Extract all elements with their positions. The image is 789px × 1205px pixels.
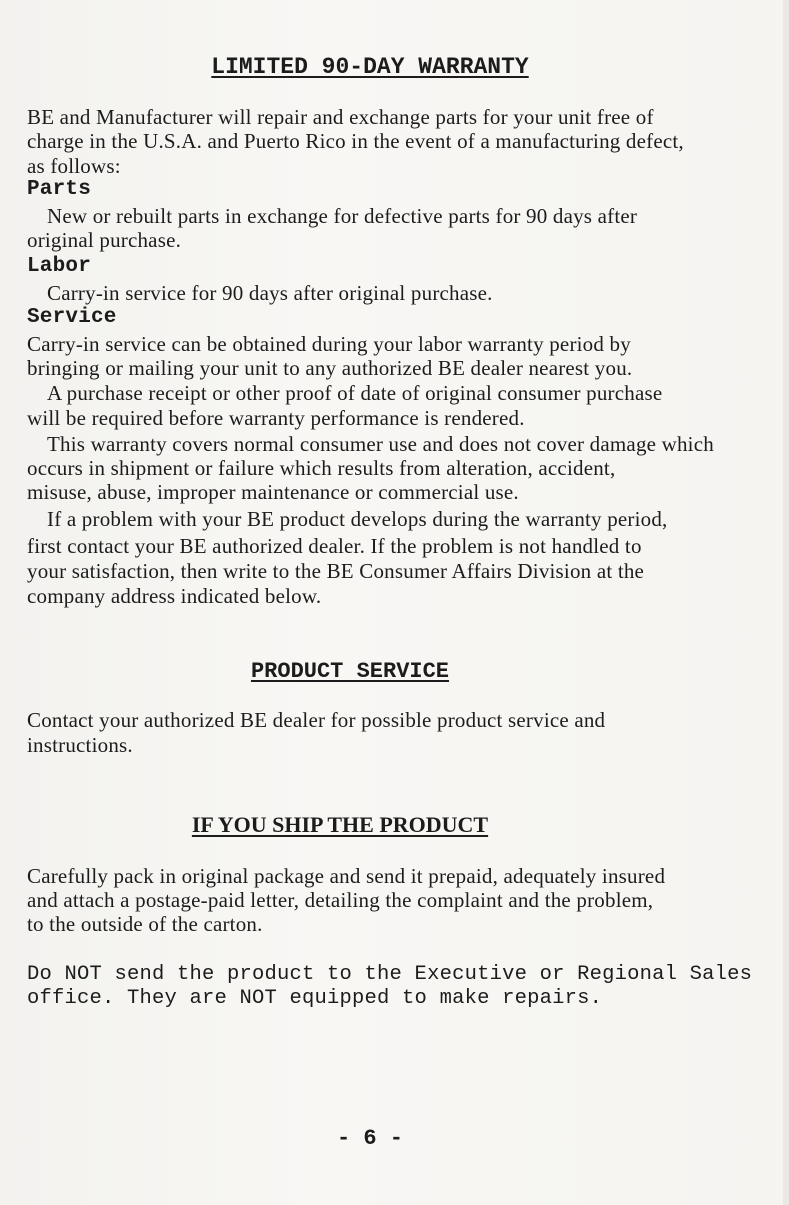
text-line: BE and Manufacturer will repair and exchange parts for your unit free of [27, 105, 654, 129]
text-line: Carry-in service for 90 days after original purchase. [47, 281, 493, 305]
product-service-title: PRODUCT SERVICE [250, 659, 450, 684]
text-line: will be required before warranty performance is rendered. [27, 406, 525, 430]
page-edge [783, 0, 789, 1205]
labor-heading: Labor [27, 255, 92, 278]
text-line: Carefully pack in original package and send it prepaid, adequately insured [27, 864, 666, 888]
parts-heading: Parts [27, 178, 92, 201]
text-line: first contact your BE authorized dealer. If the problem is not handled to [27, 534, 642, 558]
text-line: If a problem with your BE product develops during the warranty period, [47, 507, 668, 531]
text-line: your satisfaction, then write to the BE Consumer Affairs Division at the [27, 559, 645, 583]
service-heading: Service [27, 306, 117, 329]
page-number: - 6 - [336, 1126, 403, 1151]
text-line: to the outside of the carton. [27, 912, 263, 936]
text-line: as follows: [27, 154, 121, 178]
text-line: and attach a postage-paid letter, detailing the complaint and the problem, [27, 888, 654, 912]
text-line: Contact your authorized BE dealer for possible product service and [27, 708, 606, 732]
shipping-title: IF YOU SHIP THE PRODUCT [191, 812, 489, 837]
notice-line: office. They are NOT equipped to make repairs. [27, 987, 603, 1010]
text-line: A purchase receipt or other proof of date of original consumer purchase [47, 381, 663, 405]
text-line: charge in the U.S.A. and Puerto Rico in the event of a manufacturing defect, [27, 129, 684, 153]
warranty-title: LIMITED 90-DAY WARRANTY [211, 54, 529, 80]
text-line: New or rebuilt parts in exchange for defective parts for 90 days after [47, 204, 638, 228]
text-line: company address indicated below. [27, 584, 322, 608]
text-line: occurs in shipment or failure which results from alteration, accident, [27, 456, 616, 480]
text-line: This warranty covers normal consumer use and does not cover damage which [47, 432, 714, 456]
notice-line: Do NOT send the product to the Executive or Regional Sales [27, 963, 753, 986]
text-line: original purchase. [27, 228, 182, 252]
text-line: instructions. [27, 733, 133, 757]
text-line: bringing or mailing your unit to any authorized BE dealer nearest you. [27, 356, 633, 380]
text-line: Carry-in service can be obtained during your labor warranty period by [27, 332, 631, 356]
text-line: misuse, abuse, improper maintenance or commercial use. [27, 480, 519, 504]
